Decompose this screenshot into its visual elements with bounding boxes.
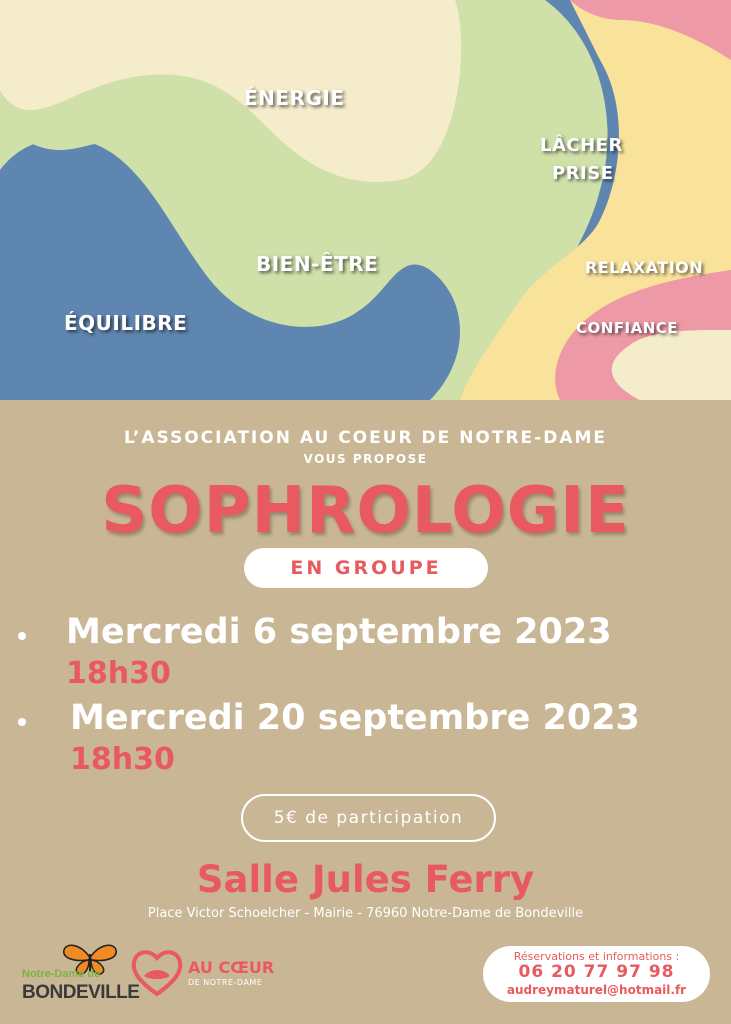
bullet-icon <box>18 718 26 726</box>
association-logo <box>130 946 280 1006</box>
session-time-2: 18h30 <box>70 742 175 777</box>
venue-name: Salle Jules Ferry <box>196 858 535 901</box>
venue-address: Place Victor Schoelcher - Mairie - 76960 Notre-Dame de Bondeville <box>147 906 584 921</box>
word-relaxation: RELAXATION <box>585 258 704 277</box>
word-confiance: CONFIANCE <box>576 319 679 337</box>
contact-label: Réservations et informations : <box>513 950 680 963</box>
association-logo-line1: AU CŒUR <box>188 958 275 977</box>
session-time-1: 18h30 <box>66 656 171 691</box>
town-logo <box>22 942 140 1012</box>
word-prise: PRISE <box>552 163 614 184</box>
word-lacher: LÂCHER <box>540 135 623 156</box>
word-energie: ÉNERGIE <box>244 86 345 110</box>
session-date-1: Mercredi 6 septembre 2023 <box>66 612 612 652</box>
bullet-icon <box>18 632 26 640</box>
propose-text: VOUS PROPOSE <box>303 452 428 466</box>
wave-illustration <box>0 0 731 400</box>
info-panel <box>0 400 731 1024</box>
association-name: L’ASSOCIATION AU COEUR DE NOTRE-DAME <box>123 428 608 448</box>
town-logo-line2: BONDEVILLE <box>22 982 140 1003</box>
session-date-2: Mercredi 20 septembre 2023 <box>70 698 640 738</box>
contact-box <box>483 946 710 1002</box>
contact-phone[interactable]: 06 20 77 97 98 <box>518 962 675 982</box>
town-logo-line1: Notre-Dame de <box>22 968 101 980</box>
word-equilibre: ÉQUILIBRE <box>64 311 188 335</box>
contact-email[interactable]: audreymaturel@hotmail.fr <box>506 983 687 997</box>
word-bien-etre: BIEN-ÊTRE <box>256 252 379 276</box>
heart-icon <box>130 946 184 1000</box>
subtitle-pill: EN GROUPE <box>244 548 488 588</box>
association-logo-line2: DE NOTRE-DAME <box>188 978 263 987</box>
price-badge: 5€ de participation <box>241 794 496 842</box>
page-title: SOPHROLOGIE <box>101 474 630 548</box>
